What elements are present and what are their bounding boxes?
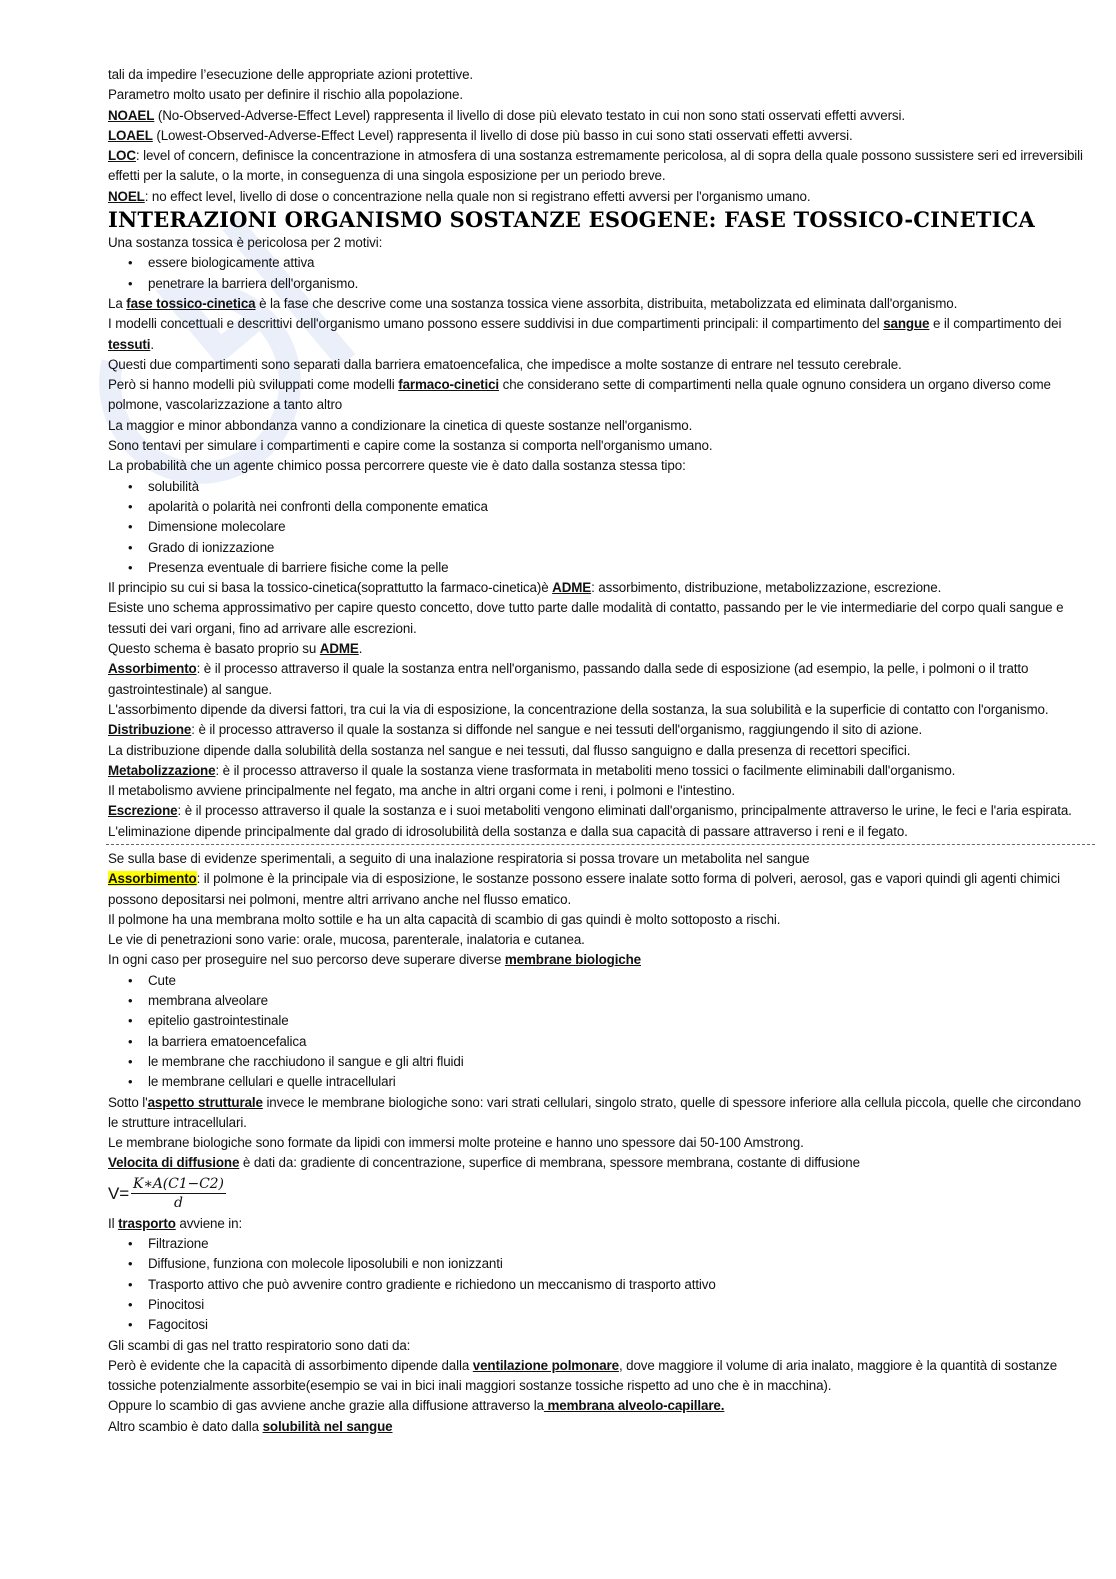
paragraph: Parametro molto usato per definire il rischio alla popolazione.	[108, 87, 463, 103]
list-item: • Filtrazione	[128, 1234, 1093, 1254]
formula-numerator: K∗A(C1−C2)	[133, 1175, 224, 1192]
term-adme: ADME	[552, 580, 592, 596]
paragraph: Sono tentavi per simulare i compartimenti e capire come la sostanza si comporta nell'organismo umano.	[108, 438, 713, 454]
term-escrezione: Escrezione	[108, 803, 178, 819]
term-noel: NOEL	[108, 188, 145, 204]
paragraph: Il polmone ha una membrana molto sottile e ha un alta capacità di scambio di gas quindi è molto sottoposto a rischi.	[108, 911, 781, 927]
list-item: • epitelio gastrointestinale	[128, 1011, 1093, 1031]
list-item: • Pinocitosi	[128, 1295, 1093, 1315]
term-ventilazione-polmonare: ventilazione polmonare	[472, 1357, 619, 1373]
paragraph: Però è evidente che la capacità di assorbimento dipende dalla ventilazione polmonare, dove maggiore il volume di aria inalato, maggiore è la quantità di sostanze tossiche potenzialmente assorbite(esempio se vai in bici inali maggiori sostanze tossiche rispetto ad uno che è in macchina).	[108, 1357, 1058, 1394]
term-loael: LOAEL	[108, 127, 153, 143]
paragraph: Sotto l'aspetto strutturale invece le membrane biologiche sono: vari strati cellulari, singolo strato, quelle di spessore inferiore alla cellula piccola, quelle che circondano le strutture intracellulari.	[108, 1094, 1081, 1130]
paragraph: Il trasporto avviene in:	[108, 1215, 243, 1231]
paragraph: La probabilità che un agente chimico possa percorrere queste vie è dato dalla sostanza stessa tipo:	[108, 458, 686, 474]
term-trasporto: trasporto	[118, 1215, 176, 1231]
paragraph: Una sostanza tossica è pericolosa per 2 motivi:	[108, 235, 383, 251]
paragraph: Velocita di diffusione è dati da: gradiente di concentrazione, superfice di membrana, spessore membrana, costante di diffusione	[108, 1155, 860, 1171]
paragraph: Altro scambio è dato dalla solubilità nel sangue	[108, 1418, 393, 1434]
term-membrane-biologiche: membrane biologiche	[504, 952, 642, 968]
term-metabolizzazione: Metabolizzazione	[108, 762, 216, 778]
list-item: • le membrane che racchiudono il sangue e gli altri fluidi	[128, 1052, 1093, 1072]
bullet-list	[108, 1234, 1093, 1335]
list-item: • Trasporto attivo che può avvenire contro gradiente e richiedono un meccanismo di trasporto attivo	[128, 1275, 1093, 1295]
list-item: • Grado di ionizzazione	[128, 538, 1093, 558]
paragraph: La maggior e minor abbondanza vanno a condizionare la cinetica di queste sostanze nell'organismo.	[108, 417, 693, 433]
term-assorbimento: Assorbimento	[108, 661, 197, 677]
term-tessuti: tessuti	[108, 336, 151, 352]
term-loc: LOC	[108, 148, 136, 164]
diffusion-formula	[108, 1174, 1093, 1214]
paragraph: Distribuzione: è il processo attraverso il quale la sostanza si diffonde nel sangue e nei tessuti dell'organismo, raggiungendo il sito di azione.	[108, 722, 923, 738]
term-farmaco-cinetici: farmaco-cinetici	[398, 377, 500, 393]
list-item: • Cute	[128, 971, 1093, 991]
paragraph: Il principio su cui si basa la tossico-cinetica(soprattutto la farmaco-cinetica)è ADME: assorbimento, distribuzione, metabolizzazione, escrezione.	[108, 580, 942, 596]
paragraph: Oppure lo scambio di gas avviene anche grazie alla diffusione attraverso la membrana alveolo-capillare.	[108, 1398, 725, 1414]
term-assorbimento-highlighted: Assorbimento	[108, 871, 197, 887]
paragraph: Le vie di penetrazioni sono varie: orale, mucosa, parenterale, inalatoria e cutanea.	[108, 932, 585, 948]
formula-fraction	[131, 1176, 226, 1212]
paragraph: Se sulla base di evidenze sperimentali, a seguito di una inalazione respiratoria si possa trovare un metabolita nel sangue	[108, 850, 810, 866]
list-item: • Diffusione, funziona con molecole liposolubili e non ionizzanti	[128, 1254, 1093, 1274]
paragraph: Esiste uno schema approssimativo per capire questo concetto, dove tutto parte dalle modalità di contatto, passando per le vie intermediarie del corpo quali sangue e tessuti dei vari organi, fino ad arrivare alle escrezioni.	[108, 600, 1064, 636]
term-adme: ADME	[319, 641, 359, 657]
document-page	[108, 65, 1093, 1437]
paragraph: Escrezione: è il processo attraverso il quale la sostanza e i suoi metaboliti vengono eliminati dall'organismo, principalmente attraverso le urine, le feci e l'aria espirata.	[108, 803, 1072, 819]
paragraph: Assorbimento: il polmone è la principale via di esposizione, le sostanze possono essere inalate sotto forma di polveri, aerosol, gas e vapori quindi gli agenti chimici possono depositarsi nei polmoni, mentre altri arrivano anche nel flusso ematico.	[108, 871, 1061, 907]
paragraph: Assorbimento: è il processo attraverso il quale la sostanza entra nell'organismo, passando dalla sede di esposizione (ad esempio, la pelle, i polmoni o il tratto gastrointestinale) al sangue.	[108, 661, 1029, 697]
paragraph: Gli scambi di gas nel tratto respiratorio sono dati da:	[108, 1337, 411, 1353]
loael-definition: LOAEL (Lowest-Observed-Adverse-Effect Level) rappresenta il livello di dose più basso in cui sono stati osservati effetti avversi.	[108, 127, 853, 143]
list-item: • solubilità	[128, 477, 1093, 497]
term-fase-tossico-cinetica: fase tossico-cinetica	[126, 295, 256, 311]
noael-definition: NOAEL (No-Observed-Adverse-Effect Level) rappresenta il livello di dose più elevato testato in cui non sono stati osservati effetti avversi.	[108, 107, 905, 123]
bullet-list	[108, 971, 1093, 1093]
paragraph: La fase tossico-cinetica è la fase che descrive come una sostanza tossica viene assorbita, distribuita, metabolizzata ed eliminata dall'organismo.	[108, 295, 958, 311]
term-sangue: sangue	[883, 316, 930, 332]
paragraph: I modelli concettuali e descrittivi dell'organismo umano possono essere suddivisi in due compartimenti principali: il compartimento del sangue e il compartimento dei tessuti.	[108, 316, 1062, 352]
paragraph: In ogni caso per proseguire nel suo percorso deve superare diverse membrane biologiche	[108, 952, 642, 968]
term-noael: NOAEL	[108, 107, 155, 123]
list-item: • Dimensione molecolare	[128, 517, 1093, 537]
section-heading: INTERAZIONI ORGANISMO SOSTANZE ESOGENE: FASE TOSSICO-CINETICA	[108, 207, 1036, 233]
term-solubilita-nel-sangue: solubilità nel sangue	[262, 1418, 393, 1434]
term-membrana-alveolo-capillare: membrana alveolo-capillare.	[543, 1398, 725, 1414]
list-item: • Fagocitosi	[128, 1315, 1093, 1335]
paragraph: Il metabolismo avviene principalmente nel fegato, ma anche in altri organi come i reni, i polmoni e l'intestino.	[108, 783, 735, 799]
list-item: • apolarità o polarità nei confronti della componente ematica	[128, 497, 1093, 517]
list-item: • Presenza eventuale di barriere fisiche come la pelle	[128, 558, 1093, 578]
term-distribuzione: Distribuzione	[108, 722, 192, 738]
formula-denominator: d	[174, 1194, 183, 1211]
paragraph: Le membrane biologiche sono formate da lipidi con immersi molte proteine e hanno uno spessore dai 50-100 Amstrong.	[108, 1135, 804, 1151]
paragraph: Questi due compartimenti sono separati dalla barriera ematoencefalica, che impedisce a molte sostanze di entrare nel tessuto cerebrale.	[108, 356, 902, 372]
list-item: • le membrane cellulari e quelle intracellulari	[128, 1072, 1093, 1092]
list-item: • membrana alveolare	[128, 991, 1093, 1011]
dashed-separator	[106, 844, 1095, 845]
paragraph: La distribuzione dipende dalla solubilità della sostanza nel sangue e nei tessuti, dal flusso sanguigno e dalla presenza di recettori specifici.	[108, 742, 911, 758]
paragraph: L'eliminazione dipende principalmente dal grado di idrosolubilità della sostanza e dalla sua capacità di passare attraverso i reni e il fegato.	[108, 823, 908, 839]
paragraph: L'assorbimento dipende da diversi fattori, tra cui la via di esposizione, la concentrazione della sostanza, la sua solubilità e la superficie di contatto con l'organismo.	[108, 701, 1049, 717]
list-item: • penetrare la barriera dell'organismo.	[128, 274, 1093, 294]
formula-lhs: V=	[108, 1183, 130, 1203]
paragraph: Metabolizzazione: è il processo attraverso il quale la sostanza viene trasformata in metaboliti meno tossici o facilmente eliminabili dall'organismo.	[108, 762, 956, 778]
paragraph: Questo schema è basato proprio su ADME.	[108, 641, 363, 657]
bullet-list	[108, 253, 1093, 294]
bullet-list	[108, 477, 1093, 578]
term-velocita-di-diffusione: Velocita di diffusione	[108, 1155, 240, 1171]
term-aspetto-strutturale: aspetto strutturale	[147, 1094, 263, 1110]
noel-definition: NOEL: no effect level, livello di dose o concentrazione nella quale non si registrano effetti avversi per l'organismo umano.	[108, 188, 811, 204]
paragraph: Però si hanno modelli più sviluppati come modelli farmaco-cinetici che considerano sette di compartimenti nella quale ognuno considera un organo diverso come polmone, vascolarizzazione a tanto altro	[108, 377, 1051, 413]
list-item: • essere biologicamente attiva	[128, 253, 1093, 273]
loc-definition: LOC: level of concern, definisce la concentrazione in atmosfera di una sostanza estremamente pericolosa, al di sopra della quale possono sussistere seri ed irreversibili effetti per la salute, o la morte, in conseguenza di una singola esposizione per un periodo breve.	[108, 148, 1083, 184]
paragraph: tali da impedire l’esecuzione delle appropriate azioni protettive.	[108, 67, 474, 82]
list-item: • la barriera ematoencefalica	[128, 1032, 1093, 1052]
